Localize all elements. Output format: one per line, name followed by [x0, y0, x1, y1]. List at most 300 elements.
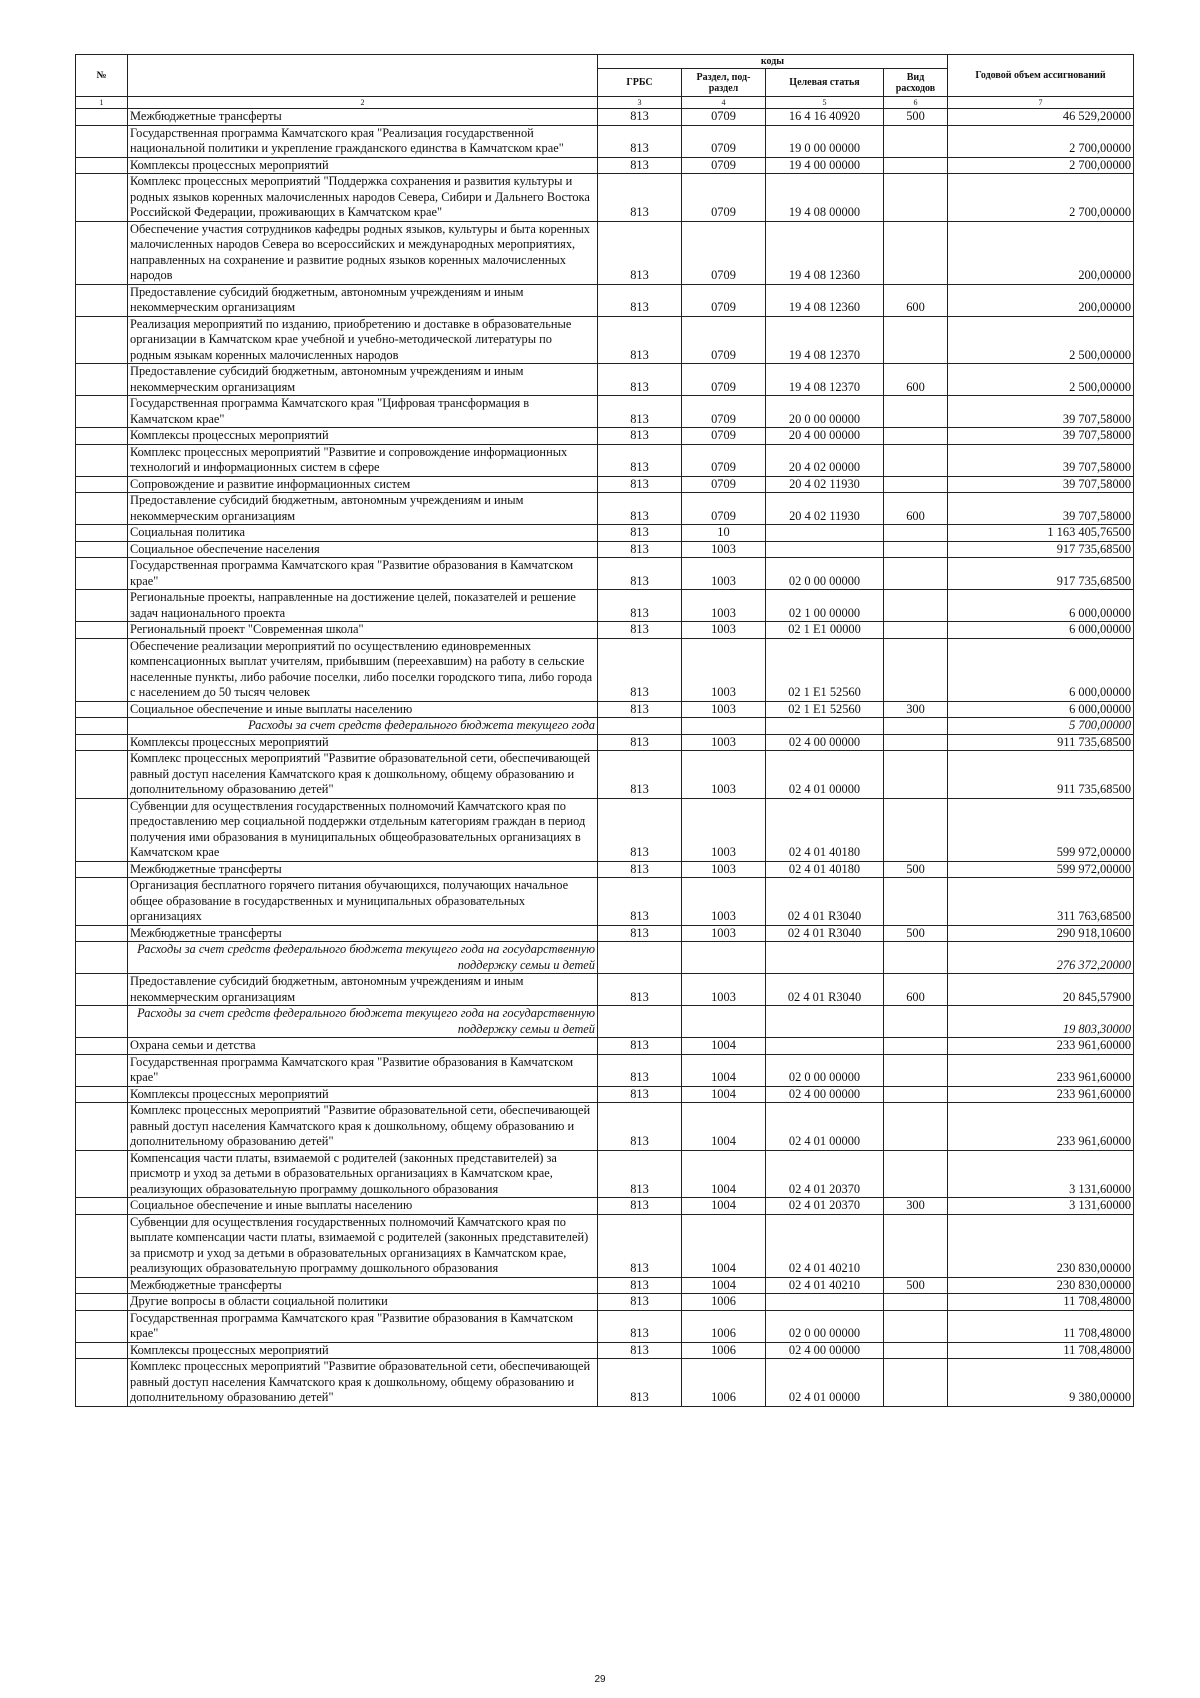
row-target-cell: 02 4 01 00000	[766, 751, 884, 799]
row-type-cell	[884, 1294, 948, 1311]
row-name-cell: Комплекс процессных мероприятий "Развитие образовательной сети, обеспечивающей равный доступ населения Камчатского края к дошкольному, общему образованию и дополнительному образованию детей"	[128, 1359, 598, 1407]
header-column-numbers	[76, 97, 1134, 109]
row-name-cell: Государственная программа Камчатского края "Цифровая трансформация в Камчатском крае"	[128, 396, 598, 428]
row-target-cell: 02 4 01 R3040	[766, 878, 884, 926]
row-name-cell: Предоставление субсидий бюджетным, автономным учреждениям и иным некоммерческим организациям	[128, 974, 598, 1006]
row-name-cell: Межбюджетные трансферты	[128, 861, 598, 878]
row-name-cell: Предоставление субсидий бюджетным, автономным учреждениям и иным некоммерческим организациям	[128, 364, 598, 396]
row-section-cell: 1003	[682, 734, 766, 751]
row-amount-cell: 6 000,00000	[948, 701, 1134, 718]
row-number-cell	[76, 878, 128, 926]
row-section-cell: 1004	[682, 1038, 766, 1055]
row-target-cell: 20 4 02 00000	[766, 444, 884, 476]
row-type-cell	[884, 558, 948, 590]
table-row	[76, 734, 1134, 751]
column-number: 2	[128, 97, 598, 109]
table-row	[76, 284, 1134, 316]
row-grbs-cell: 813	[598, 861, 682, 878]
row-name-cell: Региональные проекты, направленные на достижение целей, показателей и решение задач национального проекта	[128, 590, 598, 622]
row-name-cell: Межбюджетные трансферты	[128, 1277, 598, 1294]
row-grbs-cell: 813	[598, 1342, 682, 1359]
table-row	[76, 396, 1134, 428]
row-name-cell: Государственная программа Камчатского края "Развитие образования в Камчатском крае"	[128, 1054, 598, 1086]
row-target-cell	[766, 1006, 884, 1038]
row-number-cell	[76, 221, 128, 284]
row-type-cell	[884, 718, 948, 735]
row-section-cell	[682, 1006, 766, 1038]
row-grbs-cell: 813	[598, 622, 682, 639]
row-name-cell: Расходы за счет средств федерального бюджета текущего года на государственную поддержку семьи и детей	[128, 942, 598, 974]
row-section-cell	[682, 718, 766, 735]
row-amount-cell: 3 131,60000	[948, 1198, 1134, 1215]
table-row	[76, 157, 1134, 174]
row-amount-cell: 6 000,00000	[948, 622, 1134, 639]
header-grbs: ГРБС	[598, 69, 682, 97]
row-type-cell	[884, 1150, 948, 1198]
row-amount-cell: 233 961,60000	[948, 1038, 1134, 1055]
row-amount-cell: 6 000,00000	[948, 638, 1134, 701]
row-number-cell	[76, 1006, 128, 1038]
header-number: №	[76, 55, 128, 97]
row-section-cell: 1003	[682, 878, 766, 926]
row-number-cell	[76, 1342, 128, 1359]
row-type-cell	[884, 751, 948, 799]
row-grbs-cell: 813	[598, 1277, 682, 1294]
row-section-cell: 1003	[682, 541, 766, 558]
row-target-cell	[766, 718, 884, 735]
row-target-cell: 02 1 Е1 52560	[766, 701, 884, 718]
row-number-cell	[76, 622, 128, 639]
row-grbs-cell: 813	[598, 476, 682, 493]
row-section-cell: 1006	[682, 1310, 766, 1342]
row-target-cell: 19 4 08 12370	[766, 364, 884, 396]
header-target: Целевая статья	[766, 69, 884, 97]
row-section-cell: 1006	[682, 1294, 766, 1311]
row-number-cell	[76, 157, 128, 174]
row-section-cell: 0709	[682, 221, 766, 284]
row-grbs-cell: 813	[598, 316, 682, 364]
row-name-cell: Предоставление субсидий бюджетным, автономным учреждениям и иным некоммерческим организациям	[128, 493, 598, 525]
row-number-cell	[76, 476, 128, 493]
row-section-cell: 1004	[682, 1150, 766, 1198]
column-number: 7	[948, 97, 1134, 109]
row-type-cell	[884, 396, 948, 428]
row-section-cell: 0709	[682, 364, 766, 396]
row-type-cell	[884, 157, 948, 174]
row-target-cell: 02 4 00 00000	[766, 1086, 884, 1103]
row-type-cell: 600	[884, 364, 948, 396]
table-row	[76, 1198, 1134, 1215]
table-row	[76, 221, 1134, 284]
row-amount-cell: 2 700,00000	[948, 125, 1134, 157]
row-name-cell: Обеспечение участия сотрудников кафедры родных языков, культуры и быта коренных малочисленных народов Севера во всероссийских и международных мероприятиях, направленных на сохранение и развитие родных языков коренных малочисленных народов	[128, 221, 598, 284]
table-row	[76, 316, 1134, 364]
row-name-cell: Государственная программа Камчатского края "Реализация государственной национальной политики и укрепление гражданского единства в Камчатском крае"	[128, 125, 598, 157]
row-grbs-cell: 813	[598, 444, 682, 476]
row-number-cell	[76, 1277, 128, 1294]
row-grbs-cell: 813	[598, 558, 682, 590]
table-note-row	[76, 718, 1134, 735]
row-name-cell: Комплексы процессных мероприятий	[128, 1086, 598, 1103]
row-number-cell	[76, 734, 128, 751]
row-section-cell: 1003	[682, 590, 766, 622]
table-row	[76, 558, 1134, 590]
row-grbs-cell: 813	[598, 157, 682, 174]
row-amount-cell: 917 735,68500	[948, 558, 1134, 590]
column-number: 1	[76, 97, 128, 109]
row-amount-cell: 911 735,68500	[948, 751, 1134, 799]
row-section-cell: 0709	[682, 109, 766, 126]
row-section-cell: 10	[682, 525, 766, 542]
row-grbs-cell: 813	[598, 1294, 682, 1311]
row-amount-cell: 911 735,68500	[948, 734, 1134, 751]
row-grbs-cell: 813	[598, 109, 682, 126]
row-type-cell: 500	[884, 1277, 948, 1294]
row-target-cell: 19 4 08 12360	[766, 221, 884, 284]
row-name-cell: Расходы за счет средств федерального бюджета текущего года на государственную поддержку семьи и детей	[128, 1006, 598, 1038]
row-section-cell: 0709	[682, 428, 766, 445]
row-target-cell	[766, 525, 884, 542]
row-amount-cell: 917 735,68500	[948, 541, 1134, 558]
row-grbs-cell: 813	[598, 493, 682, 525]
row-target-cell: 19 4 08 12370	[766, 316, 884, 364]
row-amount-cell: 200,00000	[948, 221, 1134, 284]
row-type-cell	[884, 1006, 948, 1038]
row-name-cell: Комплексы процессных мероприятий	[128, 157, 598, 174]
row-target-cell: 02 4 01 40210	[766, 1214, 884, 1277]
row-section-cell: 0709	[682, 125, 766, 157]
table-body	[76, 109, 1134, 1407]
row-number-cell	[76, 396, 128, 428]
row-target-cell: 19 4 08 00000	[766, 174, 884, 222]
row-target-cell: 02 4 01 40180	[766, 861, 884, 878]
row-section-cell: 1003	[682, 622, 766, 639]
row-number-cell	[76, 798, 128, 861]
row-name-cell: Предоставление субсидий бюджетным, автономным учреждениям и иным некоммерческим организациям	[128, 284, 598, 316]
row-name-cell: Комплекс процессных мероприятий "Развитие образовательной сети, обеспечивающей равный доступ населения Камчатского края к дошкольному, общему образованию и дополнительному образованию детей"	[128, 1103, 598, 1151]
page-number: 29	[594, 1674, 606, 1685]
row-type-cell: 300	[884, 701, 948, 718]
row-target-cell: 02 4 01 00000	[766, 1359, 884, 1407]
row-name-cell: Компенсация части платы, взимаемой с родителей (законных представителей) за присмотр и уход за детьми в образовательных организациях в Камчатском крае, реализующих образовательную программу дошкольного образования	[128, 1150, 598, 1198]
row-type-cell: 300	[884, 1198, 948, 1215]
row-target-cell: 02 0 00 00000	[766, 1310, 884, 1342]
row-amount-cell: 6 000,00000	[948, 590, 1134, 622]
row-number-cell	[76, 284, 128, 316]
row-section-cell: 0709	[682, 396, 766, 428]
header-type: Вид расходов	[884, 69, 948, 97]
row-type-cell	[884, 942, 948, 974]
row-number-cell	[76, 109, 128, 126]
row-section-cell: 1004	[682, 1054, 766, 1086]
row-name-cell: Межбюджетные трансферты	[128, 109, 598, 126]
header-codes: коды	[598, 55, 948, 69]
row-type-cell	[884, 878, 948, 926]
row-section-cell: 0709	[682, 493, 766, 525]
row-grbs-cell: 813	[598, 1103, 682, 1151]
row-amount-cell: 200,00000	[948, 284, 1134, 316]
row-amount-cell: 2 500,00000	[948, 364, 1134, 396]
row-name-cell: Комплекс процессных мероприятий "Развитие образовательной сети, обеспечивающей равный доступ населения Камчатского края к дошкольному, общему образованию и дополнительному образованию детей"	[128, 751, 598, 799]
row-grbs-cell: 813	[598, 1054, 682, 1086]
row-grbs-cell: 813	[598, 1150, 682, 1198]
row-amount-cell: 233 961,60000	[948, 1086, 1134, 1103]
row-number-cell	[76, 541, 128, 558]
table-row	[76, 525, 1134, 542]
row-grbs-cell: 813	[598, 1038, 682, 1055]
row-name-cell: Социальное обеспечение и иные выплаты населению	[128, 701, 598, 718]
row-section-cell: 0709	[682, 444, 766, 476]
row-number-cell	[76, 701, 128, 718]
row-number-cell	[76, 1198, 128, 1215]
table-row	[76, 701, 1134, 718]
row-name-cell: Комплексы процессных мероприятий	[128, 734, 598, 751]
table-row	[76, 1038, 1134, 1055]
row-type-cell	[884, 316, 948, 364]
table-row	[76, 1086, 1134, 1103]
row-number-cell	[76, 493, 128, 525]
row-grbs-cell: 813	[598, 925, 682, 942]
row-name-cell: Организация бесплатного горячего питания обучающихся, получающих начальное общее образование в государственных и муниципальных образовательных организациях	[128, 878, 598, 926]
table-row	[76, 541, 1134, 558]
row-target-cell: 02 0 00 00000	[766, 558, 884, 590]
row-section-cell: 1004	[682, 1198, 766, 1215]
row-amount-cell: 39 707,58000	[948, 493, 1134, 525]
row-grbs-cell	[598, 718, 682, 735]
row-amount-cell: 599 972,00000	[948, 798, 1134, 861]
row-target-cell: 02 4 01 40210	[766, 1277, 884, 1294]
row-section-cell: 1006	[682, 1342, 766, 1359]
row-name-cell: Комплексы процессных мероприятий	[128, 1342, 598, 1359]
row-name-cell: Другие вопросы в области социальной политики	[128, 1294, 598, 1311]
budget-table	[75, 54, 1134, 1407]
table-row	[76, 1359, 1134, 1407]
row-section-cell: 1004	[682, 1086, 766, 1103]
table-row	[76, 428, 1134, 445]
row-number-cell	[76, 751, 128, 799]
row-grbs-cell: 813	[598, 1086, 682, 1103]
table-row	[76, 1103, 1134, 1151]
row-number-cell	[76, 925, 128, 942]
row-grbs-cell: 813	[598, 878, 682, 926]
table-header	[76, 55, 1134, 109]
row-target-cell: 20 0 00 00000	[766, 396, 884, 428]
table-row	[76, 878, 1134, 926]
row-section-cell: 0709	[682, 284, 766, 316]
table-row	[76, 493, 1134, 525]
row-amount-cell: 19 803,30000	[948, 1006, 1134, 1038]
row-number-cell	[76, 444, 128, 476]
row-type-cell: 500	[884, 109, 948, 126]
row-section-cell: 1003	[682, 861, 766, 878]
row-grbs-cell: 813	[598, 125, 682, 157]
row-amount-cell: 290 918,10600	[948, 925, 1134, 942]
row-amount-cell: 5 700,00000	[948, 718, 1134, 735]
table-row	[76, 1342, 1134, 1359]
row-name-cell: Субвенции для осуществления государственных полномочий Камчатского края по предоставлению мер социальной поддержки отдельным категориям граждан в период получения ими образования в муниципальных общеобразовательных организациях в Камчатском крае	[128, 798, 598, 861]
row-number-cell	[76, 1310, 128, 1342]
row-section-cell: 0709	[682, 316, 766, 364]
row-number-cell	[76, 861, 128, 878]
row-amount-cell: 11 708,48000	[948, 1342, 1134, 1359]
row-name-cell: Государственная программа Камчатского края "Развитие образования в Камчатском крае"	[128, 1310, 598, 1342]
row-amount-cell: 230 830,00000	[948, 1214, 1134, 1277]
row-number-cell	[76, 638, 128, 701]
row-type-cell	[884, 525, 948, 542]
column-number: 6	[884, 97, 948, 109]
row-type-cell	[884, 1214, 948, 1277]
row-grbs-cell: 813	[598, 1198, 682, 1215]
row-amount-cell: 311 763,68500	[948, 878, 1134, 926]
header-amount: Годовой объем ассигнований	[948, 55, 1134, 97]
row-type-cell: 600	[884, 493, 948, 525]
row-target-cell	[766, 1294, 884, 1311]
row-target-cell: 20 4 02 11930	[766, 493, 884, 525]
row-number-cell	[76, 942, 128, 974]
row-section-cell: 1004	[682, 1214, 766, 1277]
row-section-cell: 1004	[682, 1277, 766, 1294]
row-name-cell: Социальная политика	[128, 525, 598, 542]
row-type-cell: 600	[884, 284, 948, 316]
table-row	[76, 1294, 1134, 1311]
row-type-cell	[884, 798, 948, 861]
row-section-cell	[682, 942, 766, 974]
row-amount-cell: 230 830,00000	[948, 1277, 1134, 1294]
row-section-cell: 1006	[682, 1359, 766, 1407]
row-type-cell	[884, 1038, 948, 1055]
row-target-cell: 02 4 01 20370	[766, 1198, 884, 1215]
row-name-cell: Межбюджетные трансферты	[128, 925, 598, 942]
table-row	[76, 476, 1134, 493]
row-number-cell	[76, 1294, 128, 1311]
row-target-cell: 02 1 00 00000	[766, 590, 884, 622]
row-grbs-cell: 813	[598, 734, 682, 751]
table-row	[76, 444, 1134, 476]
row-number-cell	[76, 1103, 128, 1151]
row-number-cell	[76, 1214, 128, 1277]
row-section-cell: 1003	[682, 751, 766, 799]
row-target-cell: 02 4 01 00000	[766, 1103, 884, 1151]
row-target-cell: 02 4 01 R3040	[766, 974, 884, 1006]
row-section-cell: 0709	[682, 476, 766, 493]
row-type-cell	[884, 1310, 948, 1342]
table-row	[76, 1277, 1134, 1294]
row-name-cell: Сопровождение и развитие информационных систем	[128, 476, 598, 493]
table-row	[76, 590, 1134, 622]
row-target-cell: 02 4 01 40180	[766, 798, 884, 861]
row-type-cell	[884, 125, 948, 157]
row-section-cell: 1003	[682, 925, 766, 942]
row-amount-cell: 39 707,58000	[948, 444, 1134, 476]
row-grbs-cell: 813	[598, 590, 682, 622]
row-name-cell: Социальное обеспечение населения	[128, 541, 598, 558]
row-number-cell	[76, 174, 128, 222]
row-name-cell: Региональный проект "Современная школа"	[128, 622, 598, 639]
row-number-cell	[76, 558, 128, 590]
row-type-cell	[884, 221, 948, 284]
row-amount-cell: 20 845,57900	[948, 974, 1134, 1006]
row-target-cell	[766, 1038, 884, 1055]
row-amount-cell: 276 372,20000	[948, 942, 1134, 974]
row-number-cell	[76, 428, 128, 445]
row-target-cell: 02 4 01 R3040	[766, 925, 884, 942]
row-number-cell	[76, 974, 128, 1006]
row-name-cell: Социальное обеспечение и иные выплаты населению	[128, 1198, 598, 1215]
row-target-cell: 02 1 Е1 00000	[766, 622, 884, 639]
row-section-cell: 1004	[682, 1103, 766, 1151]
table-note-row	[76, 942, 1134, 974]
row-target-cell: 16 4 16 40920	[766, 109, 884, 126]
row-type-cell	[884, 476, 948, 493]
column-number: 3	[598, 97, 682, 109]
row-number-cell	[76, 125, 128, 157]
row-grbs-cell: 813	[598, 1359, 682, 1407]
table-row	[76, 925, 1134, 942]
row-amount-cell: 39 707,58000	[948, 428, 1134, 445]
row-amount-cell: 11 708,48000	[948, 1294, 1134, 1311]
row-type-cell	[884, 622, 948, 639]
table-row	[76, 174, 1134, 222]
row-target-cell: 19 4 00 00000	[766, 157, 884, 174]
row-grbs-cell: 813	[598, 428, 682, 445]
table-row	[76, 125, 1134, 157]
row-type-cell	[884, 1054, 948, 1086]
row-grbs-cell: 813	[598, 1214, 682, 1277]
row-amount-cell: 1 163 405,76500	[948, 525, 1134, 542]
row-type-cell	[884, 590, 948, 622]
row-grbs-cell: 813	[598, 284, 682, 316]
row-type-cell	[884, 1359, 948, 1407]
row-section-cell: 1003	[682, 638, 766, 701]
column-number: 5	[766, 97, 884, 109]
row-target-cell: 02 1 Е1 52560	[766, 638, 884, 701]
table-row	[76, 109, 1134, 126]
row-amount-cell: 46 529,20000	[948, 109, 1134, 126]
row-amount-cell: 11 708,48000	[948, 1310, 1134, 1342]
row-name-cell: Реализация мероприятий по изданию, приобретению и доставке в образовательные организации в Камчатском крае учебной и учебно-методической литературы по родным языкам коренных малочисленных народов	[128, 316, 598, 364]
row-grbs-cell: 813	[598, 221, 682, 284]
row-grbs-cell: 813	[598, 701, 682, 718]
row-target-cell: 02 0 00 00000	[766, 1054, 884, 1086]
row-name-cell: Охрана семьи и детства	[128, 1038, 598, 1055]
row-number-cell	[76, 1038, 128, 1055]
table-row	[76, 751, 1134, 799]
row-number-cell	[76, 316, 128, 364]
row-type-cell	[884, 734, 948, 751]
row-target-cell	[766, 942, 884, 974]
row-amount-cell: 2 700,00000	[948, 157, 1134, 174]
row-type-cell	[884, 444, 948, 476]
row-amount-cell: 233 961,60000	[948, 1054, 1134, 1086]
row-target-cell: 20 4 02 11930	[766, 476, 884, 493]
row-number-cell	[76, 1086, 128, 1103]
row-grbs-cell: 813	[598, 638, 682, 701]
table-row	[76, 1150, 1134, 1198]
row-type-cell	[884, 1086, 948, 1103]
table-row	[76, 1054, 1134, 1086]
row-grbs-cell: 813	[598, 364, 682, 396]
row-type-cell	[884, 638, 948, 701]
row-amount-cell: 2 500,00000	[948, 316, 1134, 364]
row-type-cell	[884, 1103, 948, 1151]
row-amount-cell: 9 380,00000	[948, 1359, 1134, 1407]
row-number-cell	[76, 1150, 128, 1198]
row-section-cell: 1003	[682, 974, 766, 1006]
row-section-cell: 0709	[682, 157, 766, 174]
row-grbs-cell: 813	[598, 525, 682, 542]
row-type-cell	[884, 541, 948, 558]
row-type-cell: 500	[884, 861, 948, 878]
